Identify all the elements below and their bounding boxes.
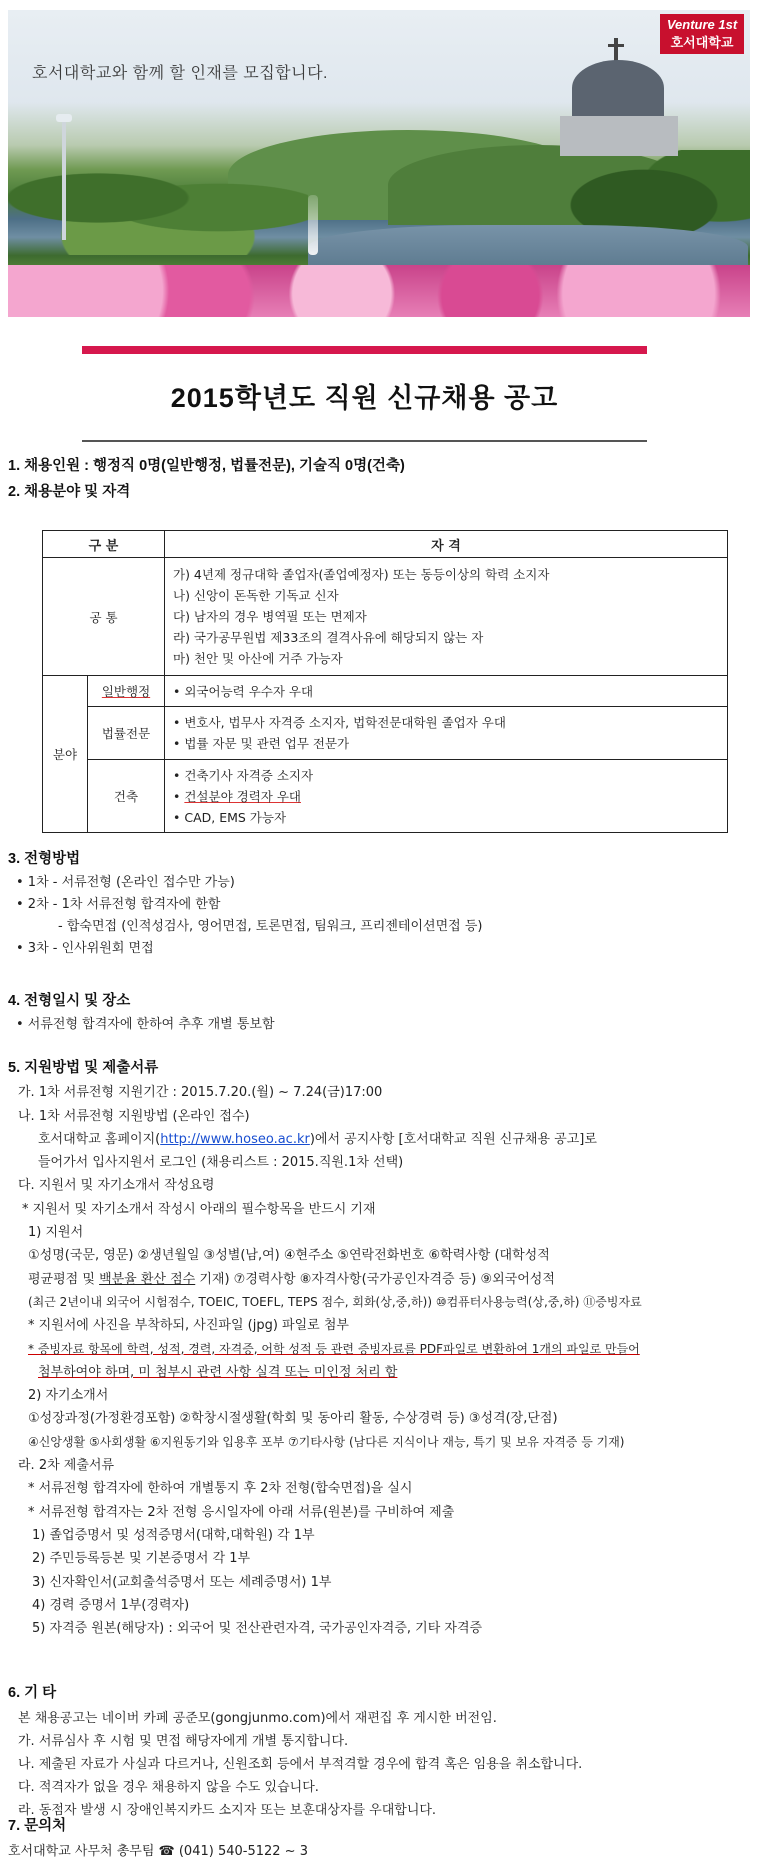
field-label: 분야 bbox=[43, 676, 88, 833]
fountain-shape bbox=[308, 195, 318, 255]
list-item: 3) 신자확인서(교회출석증명서 또는 세례증명서) 1부 bbox=[32, 1574, 332, 1590]
list-item: 5) 자격증 원본(해당자) : 외국어 및 전산관련자격, 국가공인자격증, 기타 자격증 bbox=[32, 1621, 483, 1637]
table-row bbox=[43, 760, 728, 833]
logo-line-2: 호서대학교 bbox=[670, 35, 734, 50]
list-item: 호서대학교 홈페이지(http://www.hoseo.ac.kr)에서 공지사항 [호서대학교 직원 신규채용 공고]로 bbox=[38, 1131, 597, 1147]
list-item: • CAD, EMS 가능자 bbox=[173, 807, 719, 828]
qualification-table bbox=[42, 530, 728, 833]
list-item: 나. 1차 서류전형 지원방법 (온라인 접수) bbox=[18, 1108, 250, 1124]
list-item: - 합숙면접 (인적성검사, 영어면접, 토론면접, 팀워크, 프리젠테이션면접 등) bbox=[58, 919, 483, 934]
field-name: 일반행정 bbox=[88, 676, 165, 707]
list-item: * 지원서 및 자기소개서 작성시 아래의 필수항목을 반드시 기재 bbox=[22, 1201, 376, 1217]
section-3 bbox=[8, 848, 748, 960]
list-item: ①성장과정(가정환경포함) ②학창시절생활(학회 및 동아리 활동, 수상경력 등) ③성격(장,단점) bbox=[28, 1411, 558, 1427]
list-item: 첨부하여야 하며, 미 첨부시 관련 사항 실격 또는 미인정 처리 함 bbox=[38, 1364, 398, 1380]
section-2-heading: 2. 채용분야 및 자격 bbox=[8, 484, 131, 500]
field-name: 법률전문 bbox=[88, 707, 165, 760]
list-item: * 증빙자료 항목에 학력, 성적, 경력, 자격증, 어학 성적 등 관련 증빙자료를 PDF파일로 변환하여 1개의 파일로 만들어 bbox=[28, 1341, 640, 1356]
section-4-heading: 4. 전형일시 및 장소 bbox=[8, 993, 131, 1009]
list-item: 가) 4년제 정규대학 졸업자(졸업예정자) 또는 동등이상의 학력 소지자 bbox=[173, 567, 550, 582]
trees-shape bbox=[8, 160, 308, 255]
section-7 bbox=[8, 1815, 748, 1863]
section-6 bbox=[8, 1682, 748, 1822]
common-label: 공 통 bbox=[43, 558, 165, 676]
field-name: 건축 bbox=[88, 760, 165, 833]
list-item: 1) 지원서 bbox=[28, 1225, 84, 1241]
field-qualifications bbox=[165, 760, 728, 833]
table-header-category: 구 분 bbox=[43, 531, 165, 558]
section-1 bbox=[8, 455, 748, 503]
lamp-post-shape bbox=[62, 120, 66, 240]
list-item: 가. 1차 서류전형 지원기간 : 2015.7.20.(월) ~ 7.24(금)17:00 bbox=[18, 1085, 383, 1101]
section-5 bbox=[8, 1057, 748, 1640]
university-logo bbox=[660, 14, 744, 54]
list-item: 2) 자기소개서 bbox=[28, 1388, 109, 1404]
page-title: 2015학년도 직원 신규채용 공고 bbox=[170, 383, 559, 413]
list-item: 들어가서 입사지원서 로그인 (채용리스트 : 2015.직원.1차 선택) bbox=[38, 1155, 404, 1171]
list-item: 라. 동점자 발생 시 장애인복지카드 소지자 또는 보훈대상자를 우대합니다. bbox=[18, 1803, 437, 1818]
campus-banner-image bbox=[8, 10, 750, 317]
list-item: 다. 지원서 및 자기소개서 작성요령 bbox=[18, 1178, 215, 1194]
list-item: • 서류전형 합격자에 한하여 추후 개별 통보함 bbox=[16, 1017, 275, 1032]
list-item: ④신앙생활 ⑤사회생활 ⑥지원동기와 입용후 포부 ⑦기타사항 (남다른 지식이나 재능, 특기 및 보유 자격증 등 기재) bbox=[28, 1434, 625, 1449]
list-item: • 건설분야 경력자 우대 bbox=[173, 786, 719, 807]
list-item: * 지원서에 사진을 부착하되, 사진파일 (jpg) 파일로 첨부 bbox=[28, 1318, 349, 1334]
list-item: 본 채용공고는 네이버 카페 공준모(gongjunmo.com)에서 재편집 후 게시한 버전임. bbox=[18, 1711, 497, 1726]
logo-line-1: Venture 1st bbox=[666, 17, 738, 32]
common-qualifications bbox=[165, 558, 728, 676]
list-item: * 서류전형 합격자는 2차 전형 응시일자에 아래 서류(원본)를 구비하여 제출 bbox=[28, 1504, 455, 1520]
title-box bbox=[82, 346, 647, 442]
list-item: • 건축기사 자격증 소지자 bbox=[173, 765, 719, 786]
list-item: • 변호사, 법무사 자격증 소지자, 법학전문대학원 졸업자 우대 bbox=[173, 712, 719, 733]
section-3-heading: 3. 전형방법 bbox=[8, 851, 81, 867]
list-item: 다. 적격자가 없을 경우 채용하지 않을 수도 있습니다. bbox=[18, 1780, 319, 1795]
list-item: (최근 2년이내 외국어 시험점수, TOEIC, TOEFL, TEPS 점수, 회화(상,중,하)) ⑩컴퓨터사용능력(상,중,하) ⑪증빙자료 bbox=[28, 1294, 642, 1309]
list-item: 다) 남자의 경우 병역필 또는 면제자 bbox=[173, 609, 367, 624]
title-underline bbox=[82, 440, 647, 442]
banner-slogan: 호서대학교와 함께 할 인재를 모집합니다. bbox=[32, 65, 328, 82]
list-item: 나. 제출된 자료가 사실과 다르거나, 신원조회 등에서 부적격할 경우에 합격 혹은 임용을 취소합니다. bbox=[18, 1757, 583, 1772]
table-row bbox=[43, 676, 728, 707]
contact-info: 호서대학교 사무처 총무팀 ☎ (041) 540-5122 ~ 3 bbox=[8, 1844, 308, 1859]
section-6-heading: 6. 기 타 bbox=[8, 1685, 57, 1701]
list-item: • 2차 - 1차 서류전형 합격자에 한함 bbox=[16, 897, 221, 912]
lamp-head-shape bbox=[56, 114, 72, 122]
list-item: 라. 2차 제출서류 bbox=[18, 1458, 115, 1474]
table-header-row bbox=[43, 531, 728, 558]
homepage-link[interactable]: http://www.hoseo.ac.kr bbox=[160, 1131, 310, 1147]
table-row bbox=[43, 707, 728, 760]
field-qualifications bbox=[165, 676, 728, 707]
chapel-dome-shape bbox=[560, 60, 680, 130]
list-item: • 법률 자문 및 관련 업무 전문가 bbox=[173, 733, 719, 754]
list-item: • 3차 - 인사위원회 면접 bbox=[16, 941, 154, 956]
field-qualifications bbox=[165, 707, 728, 760]
list-item: 1) 졸업증명서 및 성적증명서(대학,대학원) 각 1부 bbox=[32, 1527, 315, 1543]
list-item: * 서류전형 합격자에 한하여 개별통지 후 2차 전형(합숙면접)을 실시 bbox=[28, 1481, 413, 1497]
list-item: 나) 신앙이 돈독한 기독교 신자 bbox=[173, 588, 339, 603]
section-5-heading: 5. 지원방법 및 제출서류 bbox=[8, 1060, 159, 1076]
title-accent-bar bbox=[82, 346, 647, 354]
azalea-flowers-shape bbox=[8, 265, 750, 317]
list-item: • 1차 - 서류전형 (온라인 접수만 가능) bbox=[16, 875, 235, 890]
table-header-qualification: 자 격 bbox=[165, 531, 728, 558]
table-row-common bbox=[43, 558, 728, 676]
section-4 bbox=[8, 990, 748, 1036]
section-1-heading: 1. 채용인원 : 행정직 0명(일반행정, 법률전문), 기술직 0명(건축) bbox=[8, 458, 405, 474]
list-item: 2) 주민등록등본 및 기본증명서 각 1부 bbox=[32, 1551, 251, 1567]
list-item: • 외국어능력 우수자 우대 bbox=[173, 681, 719, 702]
list-item: 가. 서류심사 후 시험 및 면접 해당자에게 개별 통지합니다. bbox=[18, 1734, 349, 1749]
list-item: 마) 천안 및 아산에 거주 가능자 bbox=[173, 651, 343, 666]
section-7-heading: 7. 문의처 bbox=[8, 1818, 67, 1834]
list-item: 라) 국가공무원법 제33조의 결격사유에 해당되지 않는 자 bbox=[173, 630, 484, 645]
list-item: ①성명(국문, 영문) ②생년월일 ③성별(남,여) ④현주소 ⑤연락전화번호 ⑥학력사항 (대학성적 bbox=[28, 1248, 550, 1264]
list-item: 4) 경력 증명서 1부(경력자) bbox=[32, 1597, 190, 1613]
list-item: 평균평점 및 백분율 환산 점수 기재) ⑦경력사항 ⑧자격사항(국가공인자격증 등) ⑨외국어성적 bbox=[28, 1271, 555, 1287]
